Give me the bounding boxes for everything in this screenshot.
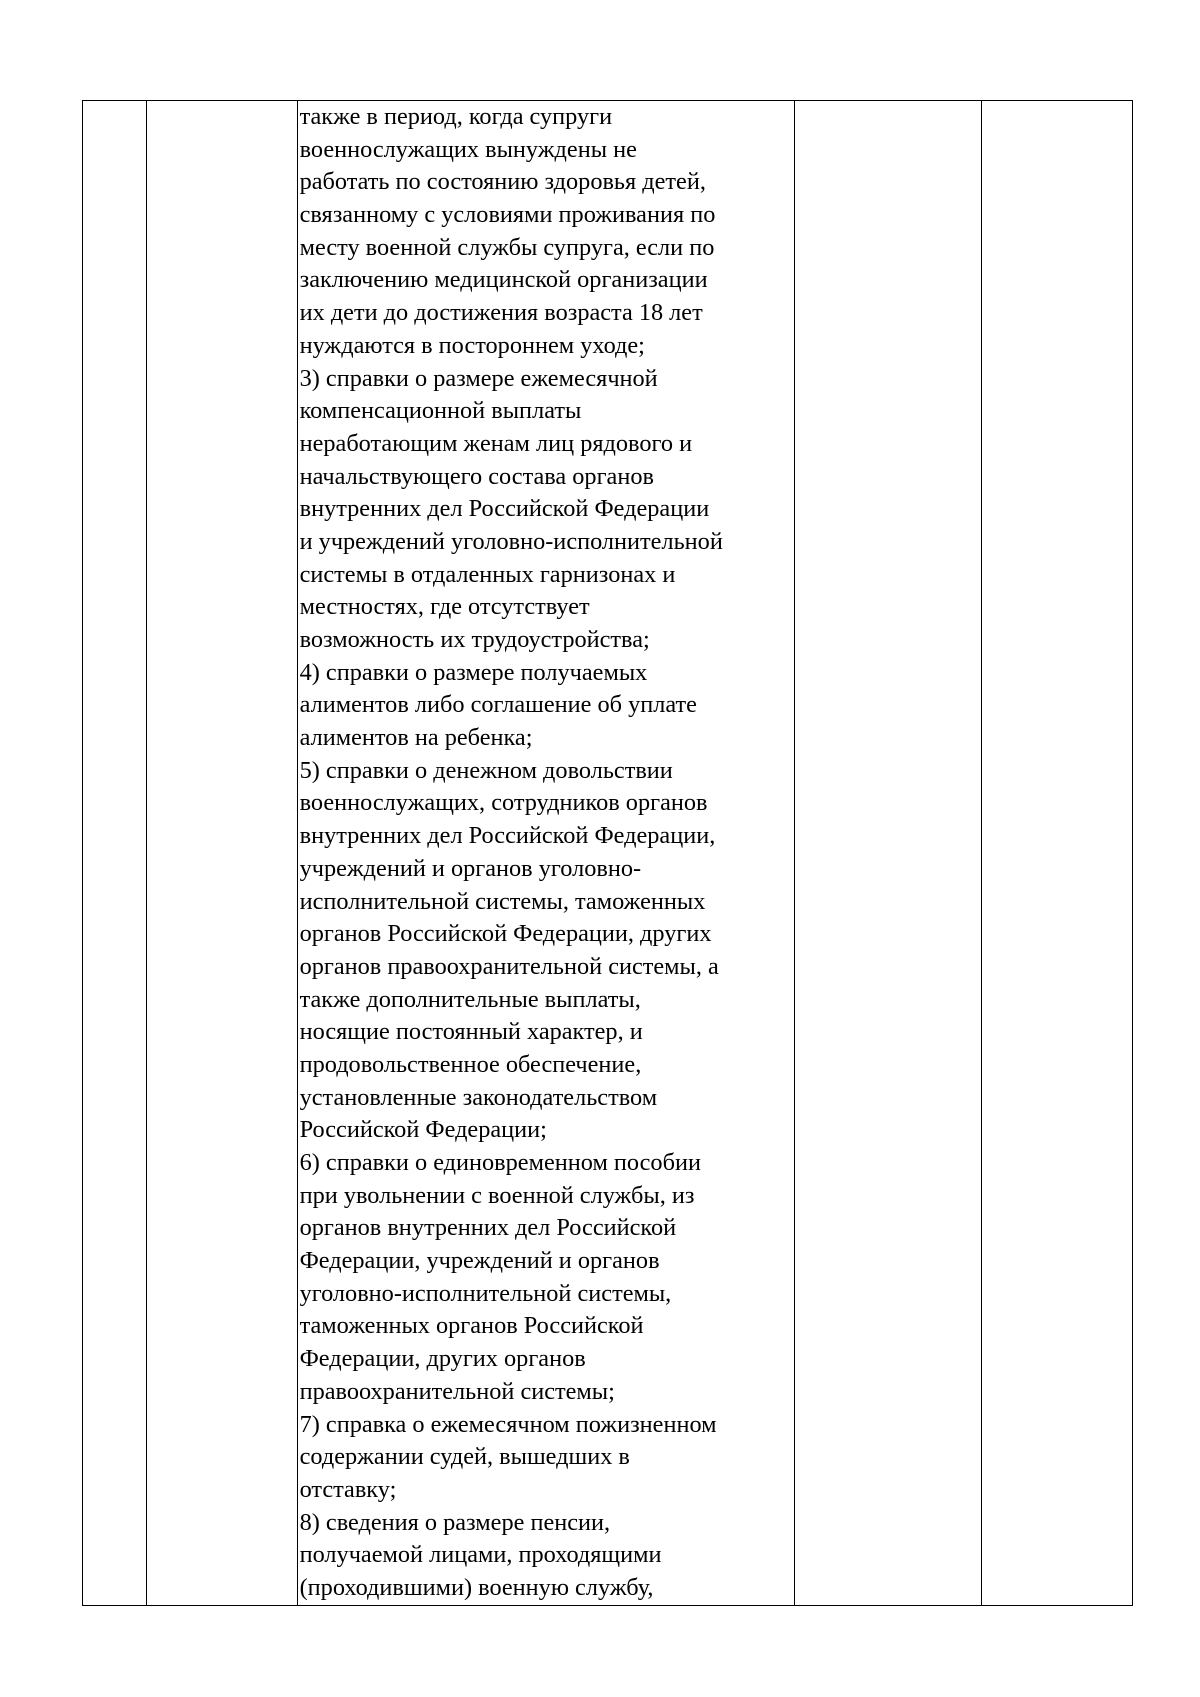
text-line: алиментов либо соглашение об уплате: [299, 691, 697, 719]
text-line: военнослужащих вынуждены не: [299, 135, 637, 163]
text-line: внутренних дел Российской Федерации: [299, 495, 710, 523]
text-line: местностях, где отсутствует: [299, 593, 590, 621]
text-line: Федерации, других органов: [299, 1345, 586, 1373]
text-line: также дополнительные выплаты,: [299, 985, 641, 1013]
text-line: начальствующего состава органов: [299, 462, 654, 490]
text-line: военнослужащих, сотрудников органов: [299, 789, 708, 817]
text-line: алиментов на ребенка;: [299, 724, 533, 752]
text-line: правоохранительной системы;: [299, 1377, 615, 1405]
text-line: компенсационной выплаты: [299, 397, 582, 425]
text-line: нуждаются в постороннем уходе;: [299, 331, 645, 359]
document-table: [82, 100, 1133, 1606]
text-line: возможность их трудоустройства;: [299, 626, 650, 653]
text-line: месту военной службы супруга, если по: [299, 233, 715, 261]
text-line: отставку;: [299, 1475, 397, 1503]
text-line: исполнительной системы, таможенных: [299, 887, 706, 915]
text-line: 7) справка о ежемесячном пожизненном: [299, 1410, 717, 1438]
text-line: внутренних дел Российской Федерации,: [299, 822, 716, 850]
text-line: содержании судей, вышедших в: [299, 1443, 630, 1471]
text-line: 3) справки о размере ежемесячной: [299, 364, 658, 392]
text-line: также в период, когда супруги: [299, 103, 613, 130]
table-cell-documents: [297, 101, 794, 1606]
text-line: (проходившими) военную службу,: [299, 1573, 654, 1601]
text-line: их дети до достижения возраста 18 лет: [299, 299, 703, 327]
text-line: и учреждений уголовно-исполнительной: [299, 527, 723, 555]
text-line: 4) справки о размере получаемых: [299, 658, 648, 686]
table-row: [83, 101, 1133, 1606]
table-cell-number: [83, 101, 147, 1606]
text-line: неработающим женам лиц рядового и: [299, 429, 693, 457]
text-line: органов правоохранительной системы, а: [299, 952, 719, 980]
table-cell-empty-5: [981, 101, 1132, 1606]
text-line: продовольственное обеспечение,: [299, 1050, 642, 1078]
text-line: Федерации, учреждений и органов: [299, 1247, 660, 1275]
text-line: учреждений и органов уголовно-: [299, 854, 642, 882]
text-line: системы в отдаленных гарнизонах и: [299, 560, 676, 588]
table-cell-name: [147, 101, 297, 1606]
text-line: уголовно-исполнительной системы,: [299, 1279, 672, 1307]
table-cell-empty-4: [795, 101, 982, 1606]
text-line: органов внутренних дел Российской: [299, 1214, 677, 1242]
text-line: носящие постоянный характер, и: [299, 1018, 643, 1046]
text-line: работать по состоянию здоровья детей,: [299, 168, 706, 196]
text-line: Российской Федерации;: [299, 1116, 547, 1144]
text-line: 8) сведения о размере пенсии,: [299, 1508, 611, 1536]
text-line: получаемой лицами, проходящими: [299, 1541, 662, 1569]
text-line: связанному с условиями проживания по: [299, 201, 716, 229]
text-line: при увольнении с военной службы, из: [299, 1181, 695, 1209]
text-line: таможенных органов Российской: [299, 1312, 644, 1340]
text-line: установленные законодательством: [299, 1083, 658, 1111]
text-line: органов Российской Федерации, других: [299, 920, 712, 948]
text-line: заключению медицинской организации: [299, 266, 708, 294]
text-line: 5) справки о денежном довольствии: [299, 756, 673, 784]
text-line: 6) справки о единовременном пособии: [299, 1149, 701, 1176]
